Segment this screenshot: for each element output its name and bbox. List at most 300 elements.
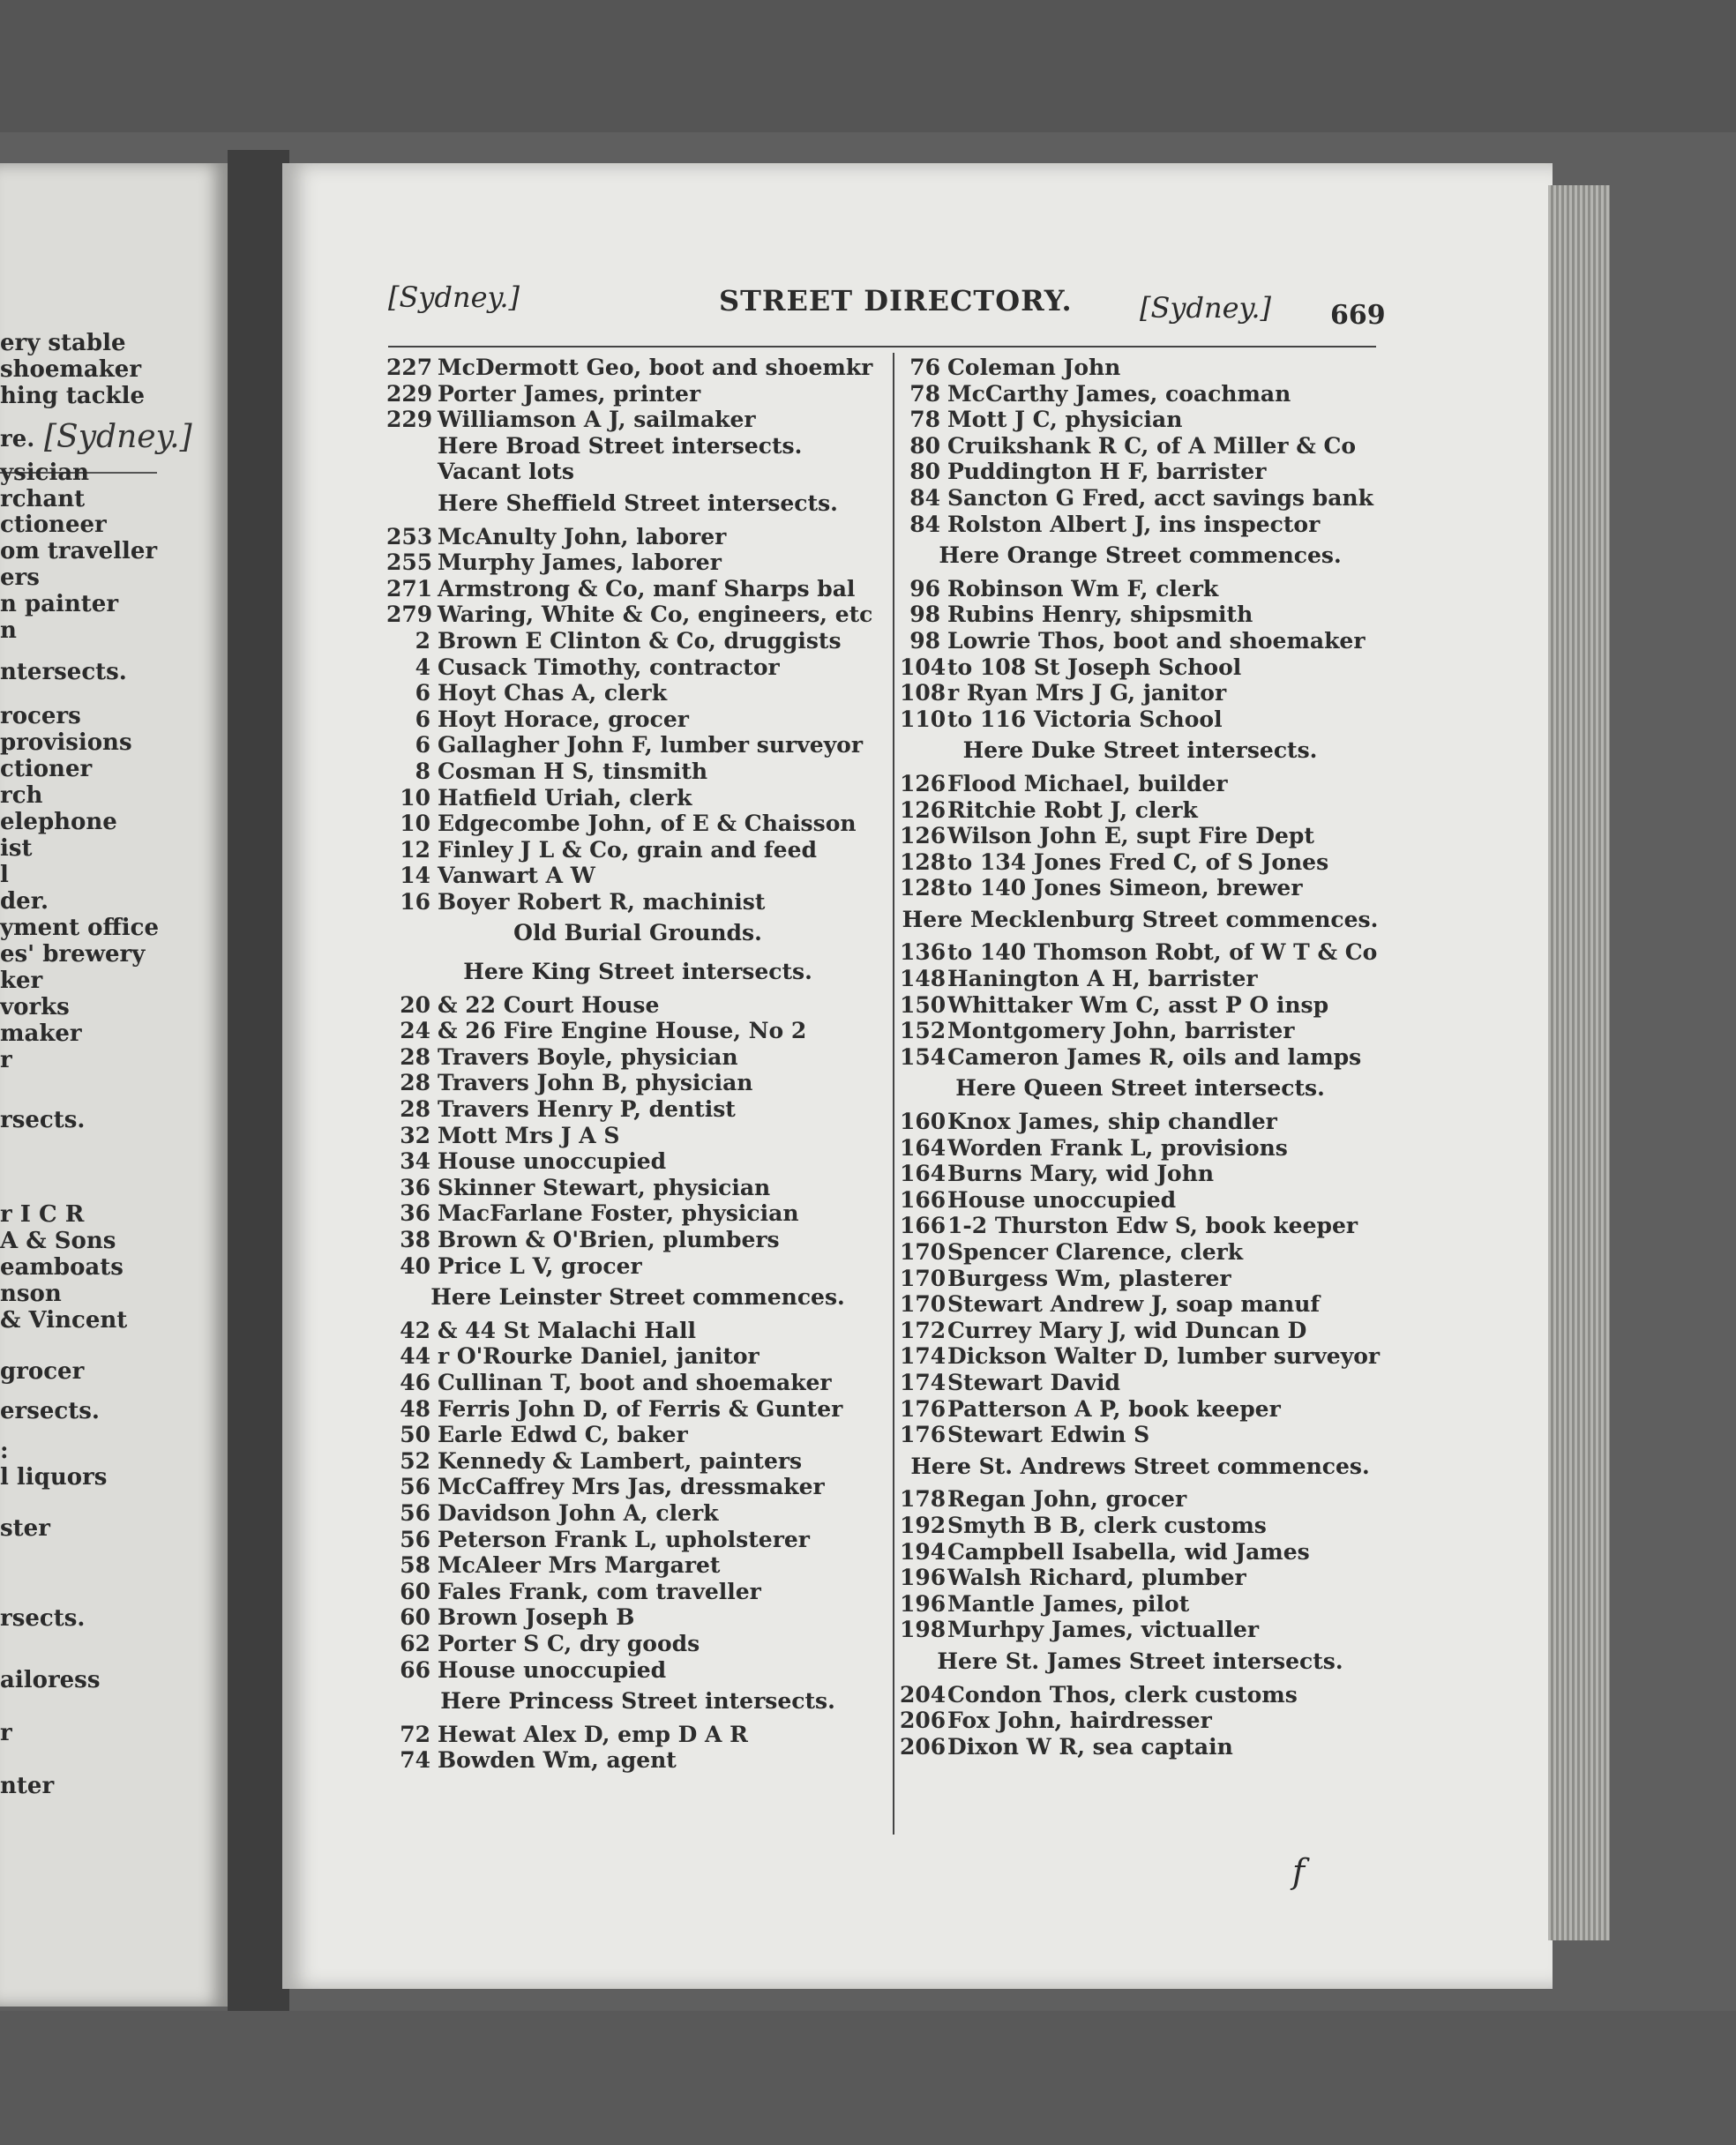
directory-entry xyxy=(900,459,1381,485)
directory-entry xyxy=(386,863,889,889)
resident-name: Travers Boyle, physician xyxy=(438,1043,738,1070)
book-gutter xyxy=(228,150,289,2011)
street-number: 194 xyxy=(900,1538,947,1565)
street-number: 20 xyxy=(400,991,430,1018)
directory-entry xyxy=(386,628,889,654)
resident-name: Peterson Frank L, upholsterer xyxy=(438,1526,810,1552)
directory-entry xyxy=(386,732,889,759)
directory-entry xyxy=(386,1422,889,1448)
directory-entry xyxy=(900,1187,1381,1214)
resident-name: & 26 Fire Engine House, No 2 xyxy=(438,1018,807,1044)
street-intersection-heading: Here Princess Street intersects. xyxy=(440,1688,835,1715)
street-number: 58 xyxy=(400,1552,430,1579)
facing-page-fragment: n xyxy=(0,617,17,644)
street-number: 271 xyxy=(386,575,433,602)
directory-entry xyxy=(900,1239,1381,1266)
street-number: 74 xyxy=(400,1747,430,1774)
street-number: 98 xyxy=(909,602,940,628)
resident-name: Stewart David xyxy=(947,1369,1121,1395)
street-number: 80 xyxy=(909,432,940,459)
entry-note: Here Broad Street intersects. xyxy=(438,432,803,459)
street-number: 166 xyxy=(900,1186,947,1213)
directory-entry xyxy=(386,1396,889,1423)
facing-page-fragment: shoemaker xyxy=(0,356,142,383)
street-number: 150 xyxy=(900,991,947,1018)
street-number: 38 xyxy=(400,1227,430,1252)
directory-entry xyxy=(900,1213,1381,1239)
film-border-top xyxy=(0,0,1736,132)
street-number: 6 xyxy=(415,732,430,759)
directory-entry xyxy=(900,1486,1381,1513)
directory-entry xyxy=(900,966,1381,992)
street-number: 128 xyxy=(900,875,947,901)
left-page-header: [Sydney.] xyxy=(44,419,192,455)
resident-name: Armstrong & Co, manf Sharps bal xyxy=(438,575,856,602)
directory-entry xyxy=(900,771,1381,797)
resident-name: Mantle James, pilot xyxy=(947,1590,1190,1617)
directory-entry xyxy=(900,1343,1381,1370)
resident-name: 1-2 Thurston Edw S, book keeper xyxy=(947,1213,1358,1239)
directory-entry xyxy=(386,785,889,811)
directory-entry xyxy=(900,654,1381,681)
facing-page-fragment: nter xyxy=(0,1773,55,1799)
resident-name: McDermott Geo, boot and shoemkr xyxy=(438,355,873,380)
resident-name: Skinner Stewart, physician xyxy=(438,1174,771,1200)
street-number: 60 xyxy=(400,1578,430,1604)
directory-entry xyxy=(386,1631,889,1657)
directory-entry xyxy=(900,355,1381,381)
facing-page-fragment: es' brewery xyxy=(0,941,146,968)
resident-name: McAnulty John, laborer xyxy=(438,523,727,549)
directory-entry xyxy=(386,576,889,602)
resident-name: House unoccupied xyxy=(947,1186,1177,1213)
resident-name: Brown E Clinton & Co, druggists xyxy=(438,627,842,654)
directory-entry xyxy=(386,1448,889,1475)
directory-entry xyxy=(900,706,1381,733)
street-number: 166 xyxy=(900,1213,947,1239)
street-intersection-heading: Here St. James Street intersects. xyxy=(937,1648,1343,1674)
directory-entry xyxy=(386,654,889,681)
directory-entry xyxy=(900,1591,1381,1618)
street-intersection-heading: Here Leinster Street commences. xyxy=(430,1284,845,1311)
resident-name: Stewart Edwin S xyxy=(947,1422,1150,1448)
facing-page-fragment: n painter xyxy=(0,591,119,617)
street-number: 176 xyxy=(900,1395,947,1422)
resident-name: & 44 St Malachi Hall xyxy=(438,1317,697,1343)
directory-entry xyxy=(900,1682,1381,1708)
street-number: 170 xyxy=(900,1291,947,1318)
directory-entry xyxy=(386,1370,889,1396)
directory-entry xyxy=(386,1604,889,1631)
facing-page-fragment: ers xyxy=(0,564,40,591)
directory-entry xyxy=(386,1227,889,1253)
facing-page-fragment: & Vincent xyxy=(0,1307,128,1334)
directory-entry xyxy=(900,1161,1381,1187)
street-number: 170 xyxy=(900,1239,947,1265)
street-intersection-heading: Here Sheffield Street intersects. xyxy=(438,490,838,516)
street-number: 170 xyxy=(900,1265,947,1291)
directory-entry xyxy=(900,849,1381,876)
facing-page-fragment: ctioner xyxy=(0,756,93,782)
resident-name: Fox John, hairdresser xyxy=(947,1708,1212,1734)
street-number: 8 xyxy=(415,758,430,784)
resident-name: Finley J L & Co, grain and feed xyxy=(438,836,817,863)
resident-name: Williamson A J, sailmaker xyxy=(438,407,756,433)
film-border-bottom xyxy=(0,2011,1736,2145)
facing-page-fragment: grocer xyxy=(0,1358,85,1385)
facing-page-fragment: rsects. xyxy=(0,1605,86,1632)
directory-entry xyxy=(386,992,889,1019)
street-number: 176 xyxy=(900,1422,947,1448)
directory-column-left xyxy=(386,355,889,1774)
directory-entry xyxy=(900,1396,1381,1423)
resident-name: Boyer Robert R, machinist xyxy=(438,888,766,915)
resident-name: Puddington H F, barrister xyxy=(947,459,1267,485)
resident-name: McAleer Mrs Margaret xyxy=(438,1552,721,1579)
street-number: 229 xyxy=(386,380,433,407)
resident-name: Lowrie Thos, boot and shoemaker xyxy=(947,627,1366,654)
resident-name: Earle Edwd C, baker xyxy=(438,1422,688,1448)
directory-entry xyxy=(386,837,889,863)
resident-name: Porter S C, dry goods xyxy=(438,1630,700,1656)
directory-entry xyxy=(900,680,1381,706)
facing-page-fragment: rocers xyxy=(0,703,81,729)
street-number: 164 xyxy=(900,1134,947,1161)
street-number: 164 xyxy=(900,1161,947,1187)
street-number: 2 xyxy=(415,627,430,654)
resident-name: Coleman John xyxy=(947,355,1121,380)
directory-entry xyxy=(386,1044,889,1071)
facing-page-fragment: maker xyxy=(0,1020,82,1047)
directory-entry xyxy=(386,549,889,576)
facing-page-fragment: ster xyxy=(0,1515,50,1542)
street-intersection-heading: Here Queen Street intersects. xyxy=(955,1075,1325,1102)
directory-entry xyxy=(386,602,889,628)
street-number: 227 xyxy=(386,355,433,380)
resident-name: Cullinan T, boot and shoemaker xyxy=(438,1369,832,1395)
street-number: 12 xyxy=(400,836,430,863)
street-number: 76 xyxy=(909,355,940,380)
street-number: 10 xyxy=(400,784,430,811)
directory-entry xyxy=(386,1747,889,1774)
resident-name: & 22 Court House xyxy=(438,991,660,1018)
street-number: 206 xyxy=(900,1733,947,1760)
street-number: 6 xyxy=(415,706,430,732)
resident-name: Brown & O'Brien, plumbers xyxy=(438,1227,780,1252)
resident-name: Sancton G Fred, acct savings bank xyxy=(947,484,1373,511)
street-number: 255 xyxy=(386,549,433,576)
resident-name: to 108 St Joseph School xyxy=(947,654,1242,680)
column-divider xyxy=(893,353,894,1835)
directory-entry xyxy=(900,1734,1381,1760)
resident-name: to 140 Thomson Robt, of W T & Co xyxy=(947,939,1378,966)
directory-entry xyxy=(900,1291,1381,1318)
street-number: 198 xyxy=(900,1617,947,1643)
street-number: 24 xyxy=(400,1018,430,1044)
street-number: 28 xyxy=(400,1096,430,1123)
street-number: 126 xyxy=(900,770,947,796)
resident-name: Currey Mary J, wid Duncan D xyxy=(947,1317,1307,1343)
resident-name: Edgecombe John, of E & Chaisson xyxy=(438,811,857,837)
street-number: 192 xyxy=(900,1512,947,1538)
directory-entry xyxy=(386,1123,889,1149)
street-number: 136 xyxy=(900,939,947,966)
street-number: 16 xyxy=(400,888,430,915)
directory-entry xyxy=(386,1474,889,1500)
running-header-left: [Sydney.] xyxy=(388,280,520,314)
street-intersection-heading: Here St. Andrews Street commences. xyxy=(910,1453,1370,1479)
directory-entry xyxy=(900,875,1381,901)
resident-name: to 134 Jones Fred C, of S Jones xyxy=(947,848,1329,875)
facing-page-fragment: l xyxy=(0,862,9,888)
resident-name: Stewart Andrew J, soap manuf xyxy=(947,1291,1321,1318)
resident-name: Montgomery John, barrister xyxy=(947,1018,1295,1044)
street-number: 78 xyxy=(909,407,940,433)
resident-name: Rolston Albert J, ins inspector xyxy=(947,511,1321,537)
resident-name: Travers John B, physician xyxy=(438,1070,753,1096)
facing-page-fragment: elephone xyxy=(0,809,117,835)
facing-page-fragment: ctioneer xyxy=(0,512,107,538)
resident-name: Hanington A H, barrister xyxy=(947,966,1258,992)
directory-entry xyxy=(386,759,889,785)
resident-name: House unoccupied xyxy=(438,1148,667,1175)
resident-name: Ritchie Robt J, clerk xyxy=(947,796,1198,823)
resident-name: Gallagher John F, lumber surveyor xyxy=(438,732,863,759)
facing-page-fragment: vorks xyxy=(0,994,70,1020)
resident-name: Davidson John A, clerk xyxy=(438,1499,719,1526)
resident-name: Hoyt Chas A, clerk xyxy=(438,680,668,706)
resident-name: Smyth B B, clerk customs xyxy=(947,1512,1267,1538)
directory-entry xyxy=(386,706,889,733)
directory-entry xyxy=(900,1708,1381,1734)
facing-page-fragment: re. xyxy=(0,426,35,452)
directory-entry xyxy=(900,1370,1381,1396)
directory-entry xyxy=(900,1109,1381,1135)
directory-entry xyxy=(386,1579,889,1605)
facing-page-fragment: r xyxy=(0,1047,12,1073)
directory-entry xyxy=(900,407,1381,433)
resident-name: Murphy James, laborer xyxy=(438,549,722,576)
resident-name: Cameron James R, oils and lamps xyxy=(947,1043,1362,1070)
street-number: 56 xyxy=(400,1499,430,1526)
street-number: 80 xyxy=(909,459,940,485)
facing-page-fragment: rsects. xyxy=(0,1107,86,1133)
resident-name: MacFarlane Foster, physician xyxy=(438,1200,799,1227)
resident-name: Vanwart A W xyxy=(438,863,595,889)
street-number: 172 xyxy=(900,1317,947,1343)
directory-entry xyxy=(386,1200,889,1227)
street-intersection-heading: Here Duke Street intersects. xyxy=(962,737,1318,764)
resident-name: Patterson A P, book keeper xyxy=(947,1395,1281,1422)
street-intersection-heading: Old Burial Grounds. xyxy=(513,920,762,946)
directory-entry xyxy=(900,1266,1381,1292)
facing-page-fragment: yment office xyxy=(0,915,160,941)
resident-name: Cusack Timothy, contractor xyxy=(438,654,780,680)
resident-name: Rubins Henry, shipsmith xyxy=(947,602,1253,628)
street-number: 56 xyxy=(400,1474,430,1500)
directory-entry xyxy=(386,1175,889,1201)
page-edges xyxy=(1548,185,1610,1940)
street-number: 160 xyxy=(900,1109,947,1135)
directory-entry xyxy=(900,1513,1381,1539)
resident-name: r O'Rourke Daniel, janitor xyxy=(438,1343,760,1370)
resident-name: Knox James, ship chandler xyxy=(947,1109,1277,1135)
facing-page-fragment: ker xyxy=(0,968,43,994)
facing-page-fragment: rch xyxy=(0,782,43,809)
directory-entry xyxy=(386,1527,889,1553)
street-number: 46 xyxy=(400,1369,430,1395)
street-number: 178 xyxy=(900,1486,947,1513)
directory-entry xyxy=(900,485,1381,512)
directory-entry xyxy=(900,1135,1381,1162)
street-number: 78 xyxy=(909,380,940,407)
facing-page-fragment: om traveller xyxy=(0,538,158,564)
resident-name: Worden Frank L, provisions xyxy=(947,1134,1288,1161)
directory-entry xyxy=(386,407,889,433)
directory-entry xyxy=(386,1253,889,1280)
directory-entry xyxy=(386,1018,889,1044)
street-number: 48 xyxy=(400,1395,430,1422)
street-number: 206 xyxy=(900,1708,947,1734)
directory-entry xyxy=(900,1617,1381,1643)
street-number: 36 xyxy=(400,1174,430,1200)
directory-entry xyxy=(386,355,889,381)
page-number: 669 xyxy=(1330,300,1386,331)
resident-name: Bowden Wm, agent xyxy=(438,1747,677,1774)
street-number: 98 xyxy=(909,627,940,654)
street-intersection-heading: Here Orange Street commences. xyxy=(939,542,1342,569)
directory-entry xyxy=(386,1722,889,1748)
directory-entry xyxy=(900,576,1381,602)
street-number: 253 xyxy=(386,523,433,549)
header-rule xyxy=(388,346,1376,348)
directory-entry xyxy=(386,1500,889,1527)
street-number: 174 xyxy=(900,1369,947,1395)
street-number: 154 xyxy=(900,1043,947,1070)
street-number: 42 xyxy=(400,1317,430,1343)
facing-page-fragment: ntersects. xyxy=(0,659,127,685)
directory-entry xyxy=(386,524,889,550)
facing-page-fragment: r I C R xyxy=(0,1201,85,1228)
directory-entry xyxy=(386,381,889,407)
street-number: 84 xyxy=(909,484,940,511)
facing-page-fragment: ersects. xyxy=(0,1398,100,1424)
resident-name: Regan John, grocer xyxy=(947,1486,1187,1513)
directory-entry xyxy=(386,1552,889,1579)
facing-page-fragment: rchant xyxy=(0,486,86,512)
facing-page-fragment: der. xyxy=(0,888,49,915)
street-number: 110 xyxy=(900,706,947,732)
street-number: 14 xyxy=(400,863,430,889)
directory-entry xyxy=(900,1565,1381,1591)
directory-entry xyxy=(900,602,1381,628)
directory-entry xyxy=(900,1044,1381,1071)
resident-name: Brown Joseph B xyxy=(438,1604,635,1631)
signature-mark: f xyxy=(1292,1852,1306,1891)
directory-entry xyxy=(386,1343,889,1370)
facing-page-fragment: provisions xyxy=(0,729,132,756)
street-number: 44 xyxy=(400,1343,430,1370)
facing-page-fragment: ailoress xyxy=(0,1667,101,1693)
street-number: 4 xyxy=(415,654,430,680)
facing-page-fragment: l liquors xyxy=(0,1464,108,1491)
resident-name: Campbell Isabella, wid James xyxy=(947,1538,1310,1565)
resident-name: Murhpy James, victualler xyxy=(947,1617,1260,1643)
directory-entry xyxy=(386,1657,889,1684)
resident-name: Mott Mrs J A S xyxy=(438,1122,620,1148)
street-number: 196 xyxy=(900,1565,947,1591)
directory-entry xyxy=(386,811,889,837)
street-number: 196 xyxy=(900,1590,947,1617)
street-number: 128 xyxy=(900,848,947,875)
facing-page-fragment: r xyxy=(0,1720,12,1746)
street-number: 6 xyxy=(415,680,430,706)
resident-name: Hewat Alex D, emp D A R xyxy=(438,1721,748,1747)
resident-name: Wilson John E, supt Fire Dept xyxy=(947,823,1314,849)
street-number: 279 xyxy=(386,602,433,628)
street-number: 229 xyxy=(386,407,433,433)
facing-page-fragment: : xyxy=(0,1438,9,1464)
directory-entry xyxy=(386,1070,889,1096)
street-number: 28 xyxy=(400,1043,430,1070)
facing-page-left xyxy=(0,163,228,2007)
street-number: 84 xyxy=(909,511,940,537)
directory-entry xyxy=(386,1096,889,1123)
resident-name: Mott J C, physician xyxy=(947,407,1183,433)
resident-name: Hatfield Uriah, clerk xyxy=(438,784,692,811)
resident-name: Waring, White & Co, engineers, etc xyxy=(438,602,873,628)
street-intersection-heading: Here King Street intersects. xyxy=(463,959,812,985)
resident-name: Fales Frank, com traveller xyxy=(438,1578,761,1604)
facing-page-fragment: nson xyxy=(0,1281,62,1307)
street-intersection-heading: Here Mecklenburg Street commences. xyxy=(902,906,1379,932)
resident-name: Condon Thos, clerk customs xyxy=(947,1681,1298,1708)
resident-name: Cruikshank R C, of A Miller & Co xyxy=(947,432,1357,459)
facing-page-fragment: A & Sons xyxy=(0,1228,116,1254)
directory-entry xyxy=(386,1318,889,1344)
street-number: 204 xyxy=(900,1681,947,1708)
resident-name: Price L V, grocer xyxy=(438,1252,642,1279)
resident-name: Burns Mary, wid John xyxy=(947,1161,1215,1187)
resident-name: Ferris John D, of Ferris & Gunter xyxy=(438,1395,843,1422)
street-number: 50 xyxy=(400,1422,430,1448)
resident-name: House unoccupied xyxy=(438,1656,667,1683)
entry-note: Vacant lots xyxy=(438,459,574,485)
directory-entry xyxy=(900,1539,1381,1566)
resident-name: Whittaker Wm C, asst P O insp xyxy=(947,991,1329,1018)
directory-column-right xyxy=(900,355,1381,1760)
street-number: 10 xyxy=(400,811,430,837)
resident-name: Travers Henry P, dentist xyxy=(438,1096,736,1123)
facing-page-fragment: ist xyxy=(0,835,33,862)
street-number: 152 xyxy=(900,1018,947,1044)
facing-page-fragment: ery stable xyxy=(0,330,126,356)
street-number: 96 xyxy=(909,575,940,602)
directory-entry xyxy=(900,512,1381,538)
street-number: 108 xyxy=(900,680,947,706)
directory-entry xyxy=(386,680,889,706)
resident-name: Flood Michael, builder xyxy=(947,770,1228,796)
running-header-right: [Sydney.] xyxy=(1140,291,1271,325)
street-number: 52 xyxy=(400,1447,430,1474)
resident-name: McCarthy James, coachman xyxy=(947,380,1291,407)
resident-name: McCaffrey Mrs Jas, dressmaker xyxy=(438,1474,825,1500)
street-number: 126 xyxy=(900,823,947,849)
directory-entry xyxy=(900,628,1381,654)
resident-name: Cosman H S, tinsmith xyxy=(438,758,708,784)
resident-name: to 116 Victoria School xyxy=(947,706,1223,732)
street-number: 174 xyxy=(900,1343,947,1370)
